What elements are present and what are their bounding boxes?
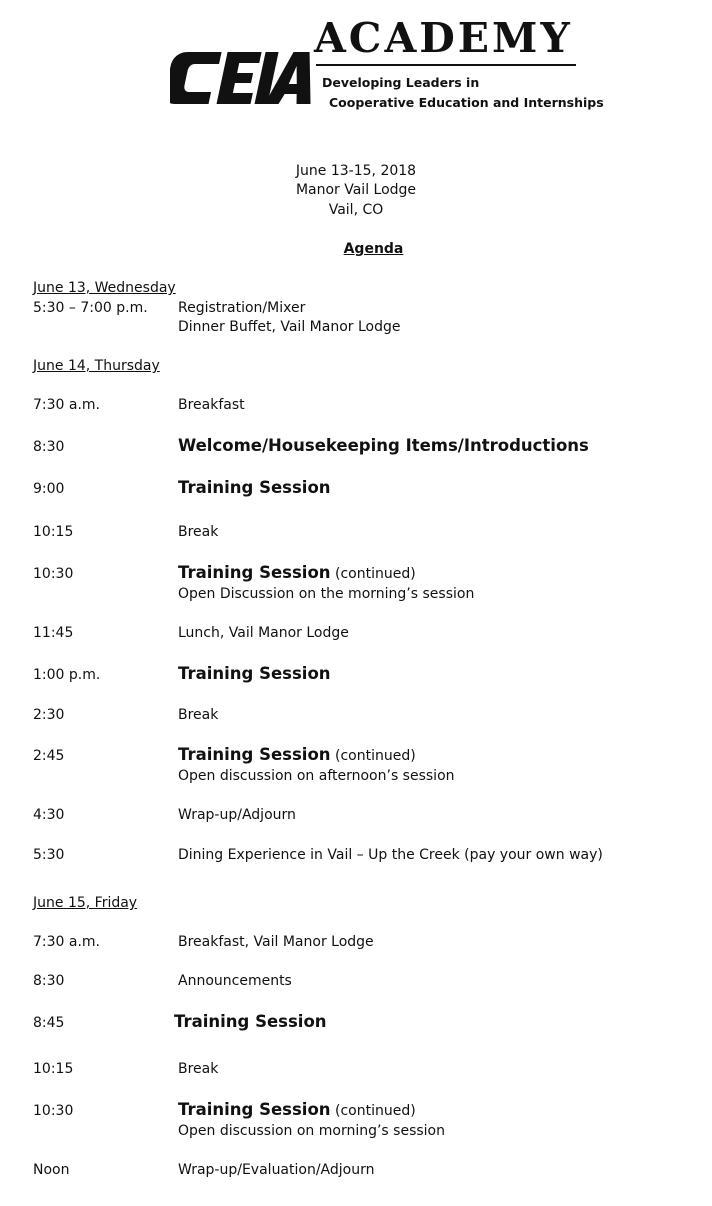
agenda-desc-secondary: Open Discussion on the morning’s session: [178, 586, 475, 602]
logo-tagline-line2: Cooperative Education and Internships: [329, 95, 604, 110]
agenda-desc: Training Session: [174, 1012, 327, 1031]
agenda-desc: Lunch, Vail Manor Lodge: [178, 625, 349, 641]
agenda-time: 7:30 a.m.: [33, 934, 101, 950]
logo-divider: [316, 64, 576, 66]
agenda-desc-secondary: Dinner Buffet, Vail Manor Lodge: [178, 319, 401, 335]
agenda-desc: Training Session: [178, 1100, 331, 1119]
logo-tagline-line1: Developing Leaders in: [322, 75, 480, 90]
agenda-time: 2:45: [33, 748, 65, 764]
logo-academy-text: ACADEMY: [314, 14, 573, 62]
agenda-desc: Registration/Mixer: [178, 300, 306, 316]
ceia-logo-icon: [170, 50, 320, 106]
ceia-academy-logo: [170, 14, 604, 116]
day-heading-wednesday: June 13, Wednesday: [33, 280, 176, 296]
agenda-time: 2:30: [33, 707, 65, 723]
agenda-time: 5:30 – 7:00 p.m.: [33, 300, 148, 316]
agenda-time: Noon: [33, 1162, 70, 1178]
agenda-desc: Dining Experience in Vail – Up the Creek (pay your own way): [178, 847, 603, 863]
agenda-desc: Break: [178, 1061, 219, 1077]
agenda-desc-secondary: Open discussion on afternoon’s session: [178, 768, 455, 784]
agenda-desc: Break: [178, 707, 219, 723]
agenda-time: 1:00 p.m.: [33, 667, 101, 683]
agenda-time: 9:00: [33, 481, 65, 497]
agenda-note: (continued): [334, 566, 416, 582]
agenda-desc: Training Session: [178, 478, 331, 497]
agenda-time: 10:30: [33, 1103, 74, 1119]
agenda-time: 5:30: [33, 847, 65, 863]
day-heading-friday: June 15, Friday: [33, 895, 138, 911]
agenda-desc: Welcome/Housekeeping Items/Introductions: [178, 436, 589, 455]
agenda-heading: Agenda: [343, 241, 404, 257]
agenda-desc: Wrap-up/Evaluation/Adjourn: [178, 1162, 375, 1178]
agenda-desc: Wrap-up/Adjourn: [178, 807, 296, 823]
agenda-time: 10:15: [33, 524, 74, 540]
agenda-desc: Training Session: [178, 563, 331, 582]
event-dates: June 13-15, 2018: [295, 163, 417, 179]
agenda-time: 8:30: [33, 973, 65, 989]
agenda-note: (continued): [334, 1103, 416, 1119]
agenda-time: 8:30: [33, 439, 65, 455]
agenda-time: 10:30: [33, 566, 74, 582]
agenda-desc-secondary: Open discussion on morning’s session: [178, 1123, 445, 1139]
agenda-desc: Breakfast: [178, 397, 245, 413]
agenda-time: 8:45: [33, 1015, 65, 1031]
agenda-time: 7:30 a.m.: [33, 397, 101, 413]
agenda-time: 4:30: [33, 807, 65, 823]
day-heading-thursday: June 14, Thursday: [33, 358, 160, 374]
event-location: Vail, CO: [328, 202, 384, 218]
event-venue: Manor Vail Lodge: [295, 182, 417, 198]
agenda-time: 10:15: [33, 1061, 74, 1077]
agenda-desc: Announcements: [178, 973, 292, 989]
agenda-desc: Training Session: [178, 745, 331, 764]
agenda-time: 11:45: [33, 625, 74, 641]
agenda-desc: Break: [178, 524, 219, 540]
agenda-desc: Training Session: [178, 664, 331, 683]
agenda-desc: Breakfast, Vail Manor Lodge: [178, 934, 374, 950]
agenda-note: (continued): [334, 748, 416, 764]
